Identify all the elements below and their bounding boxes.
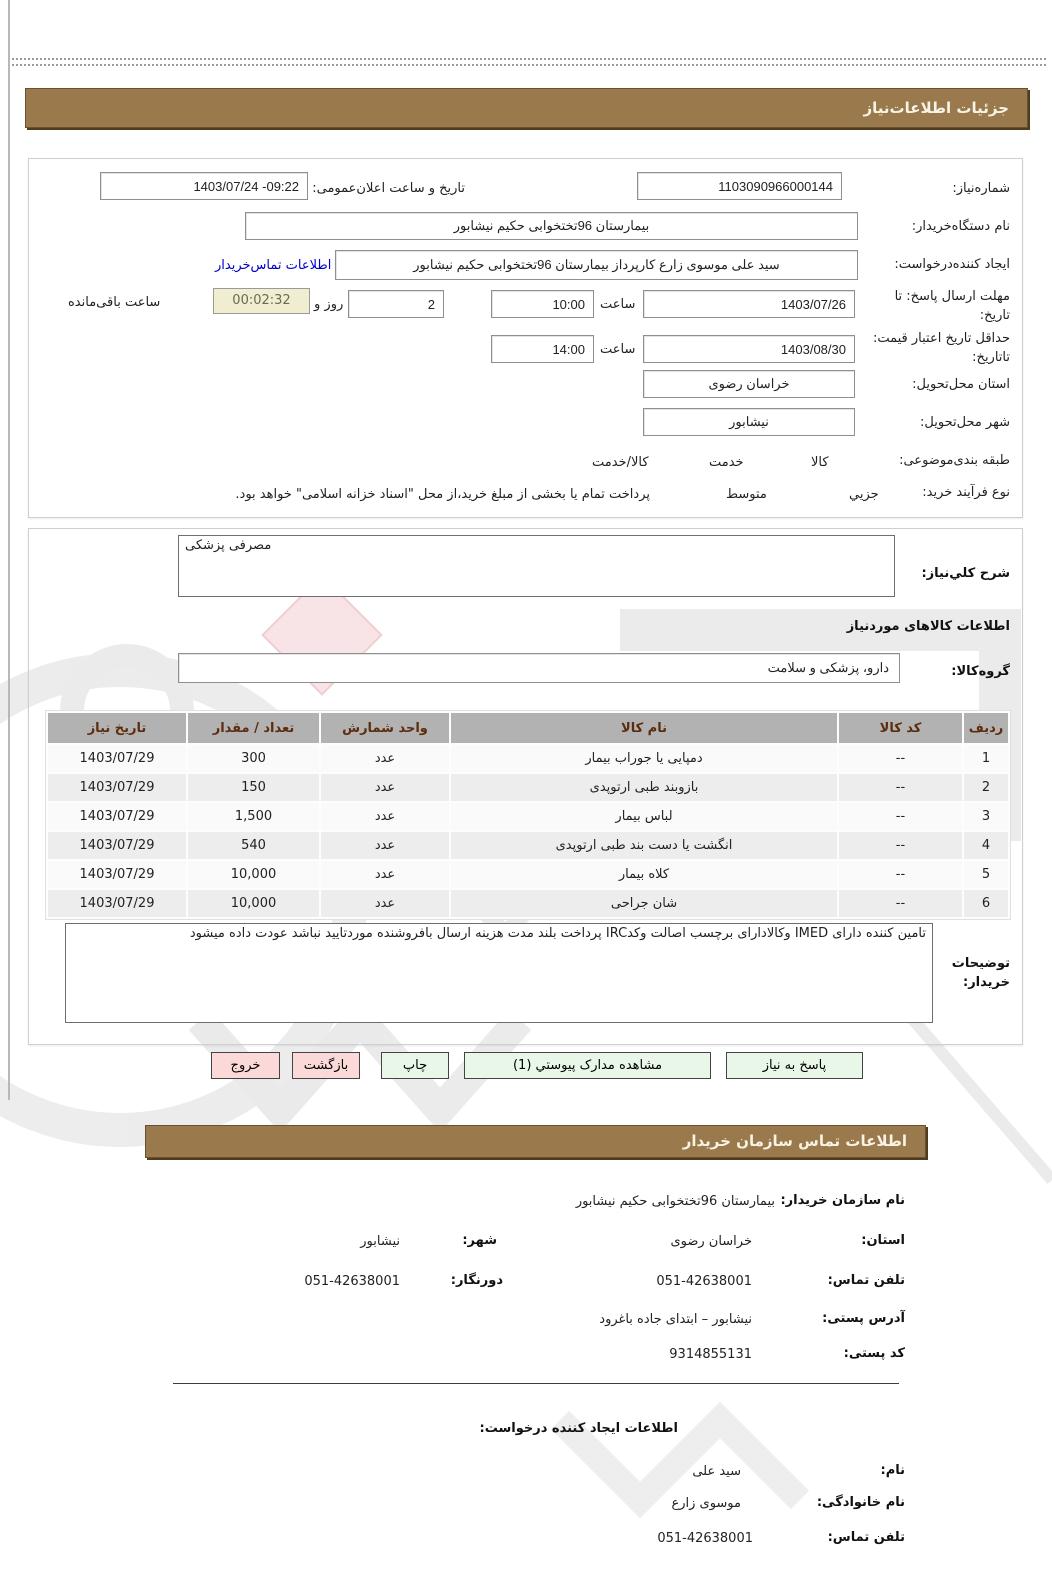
items-table-header-row xyxy=(48,713,1008,743)
cell-need-date: 1403/07/29 xyxy=(48,745,186,772)
cell-item-name: دمپایی یا جوراب بیمار xyxy=(451,745,837,772)
remaining-days-field[interactable] xyxy=(348,290,444,318)
contact-city-value: نیشابور xyxy=(360,1234,400,1249)
cell-item-code: -- xyxy=(839,832,962,859)
delivery-province-label: استان محل‌تحویل: xyxy=(912,377,1010,392)
delivery-province-field[interactable] xyxy=(643,370,855,398)
org-name-label: نام سازمان خریدار: xyxy=(780,1193,905,1208)
cell-need-date: 1403/07/29 xyxy=(48,890,186,917)
cell-item-code: -- xyxy=(839,890,962,917)
announce-datetime-field[interactable] xyxy=(100,172,308,200)
table-row xyxy=(48,803,1008,830)
hours-remaining-label: ساعت باقی‌مانده xyxy=(68,295,161,310)
contact-fax-value: 051-42638001 xyxy=(304,1274,400,1289)
section-header-buyer-contact xyxy=(145,1125,926,1158)
reply-to-need-button[interactable]: پاسخ به نیاز xyxy=(726,1052,863,1079)
contact-province-value: خراسان رضوی xyxy=(670,1234,752,1249)
contact-divider-line xyxy=(173,1383,899,1384)
contact-city-label: شهر: xyxy=(462,1233,497,1248)
deadline-hour-label: ساعت xyxy=(600,297,636,312)
cell-need-date: 1403/07/29 xyxy=(48,774,186,801)
requester-first-name-label: نام: xyxy=(880,1463,905,1478)
cell-need-date: 1403/07/29 xyxy=(48,832,186,859)
requester-heading: اطلاعات ایجاد کننده درخواست: xyxy=(479,1421,678,1436)
need-description-textarea[interactable] xyxy=(178,535,895,597)
cell-row-no: 6 xyxy=(964,890,1008,917)
col-header-quantity: تعداد / مقدار xyxy=(188,713,319,743)
process-minor-label: جزیي xyxy=(849,487,879,502)
buyer-org-label: نام دستگاه‌خریدار: xyxy=(911,219,1010,234)
cell-row-no: 3 xyxy=(964,803,1008,830)
goods-group-field[interactable] xyxy=(178,653,900,683)
subject-category-label: طبقه بندی‌موضوعی: xyxy=(899,453,1010,468)
category-goods-label: کالا xyxy=(811,455,829,470)
table-row xyxy=(48,832,1008,859)
category-goods-service-label: کالا/خدمت xyxy=(592,455,649,470)
cell-quantity: 540 xyxy=(188,832,319,859)
countdown-timer: 00:02:32 xyxy=(213,288,310,314)
reply-deadline-time-field[interactable] xyxy=(491,290,594,318)
cell-item-code: -- xyxy=(839,861,962,888)
buyer-org-field[interactable] xyxy=(245,212,858,240)
cell-row-no: 2 xyxy=(964,774,1008,801)
request-creator-field[interactable] xyxy=(335,250,858,280)
table-row xyxy=(48,890,1008,917)
top-dashed-line-1 xyxy=(12,58,1048,60)
view-attachments-button[interactable]: مشاهده مدارک پیوستي (1) xyxy=(464,1052,711,1079)
cell-item-name: شان جراحی xyxy=(451,890,837,917)
items-heading: اطلاعات کالاهای موردنیاز xyxy=(846,619,1010,634)
section-header-need-details xyxy=(25,88,1028,128)
requester-phone-label: تلفن تماس: xyxy=(827,1530,905,1545)
cell-unit: عدد xyxy=(321,774,449,801)
contact-address-value: نیشابور – ابتدای جاده باغرود xyxy=(599,1312,752,1327)
table-row xyxy=(48,774,1008,801)
cell-need-date: 1403/07/29 xyxy=(48,803,186,830)
purchase-process-label: نوع فرآیند خرید: xyxy=(922,485,1010,500)
need-number-field[interactable] xyxy=(637,172,842,200)
cell-item-name: کلاه بیمار xyxy=(451,861,837,888)
top-dashed-line-2 xyxy=(12,64,1048,66)
validity-hour-label: ساعت xyxy=(600,342,636,357)
col-header-need-date: تاریخ نیاز xyxy=(48,713,186,743)
table-row xyxy=(48,861,1008,888)
section-header-need-details-label: جزئیات اطلاعات‌نیاز xyxy=(863,99,1009,117)
cell-quantity: 10,000 xyxy=(188,861,319,888)
contact-address-label: آدرس پستی: xyxy=(822,1311,905,1326)
category-service-label: خدمت xyxy=(709,455,744,470)
buyer-notes-textarea[interactable] xyxy=(65,923,933,1023)
requester-phone-value: 051-42638001 xyxy=(657,1531,753,1546)
contact-province-label: استان: xyxy=(861,1233,905,1248)
days-label: روز و xyxy=(314,297,344,312)
cell-item-code: -- xyxy=(839,774,962,801)
cell-unit: عدد xyxy=(321,745,449,772)
contact-fax-label: دورنگار: xyxy=(450,1273,503,1288)
cell-quantity: 10,000 xyxy=(188,890,319,917)
buyer-notes-label: توضیحات خریدار: xyxy=(951,956,1010,990)
table-row xyxy=(48,745,1008,772)
cell-unit: عدد xyxy=(321,861,449,888)
page-edge-line xyxy=(8,0,10,1100)
cell-row-no: 4 xyxy=(964,832,1008,859)
col-header-item-code: کد کالا xyxy=(839,713,962,743)
cell-need-date: 1403/07/29 xyxy=(48,861,186,888)
delivery-city-field[interactable] xyxy=(643,408,855,436)
process-medium-label: متوسط xyxy=(726,487,767,502)
cell-item-name: لباس بیمار xyxy=(451,803,837,830)
contact-postal-value: 9314855131 xyxy=(669,1347,752,1362)
treasury-payment-note: پرداخت تمام یا بخشی از مبلغ خرید،از محل "اسناد خزانه اسلامی" خواهد بود. xyxy=(235,487,650,502)
cell-unit: عدد xyxy=(321,832,449,859)
col-header-unit: واحد شمارش xyxy=(321,713,449,743)
cell-quantity: 150 xyxy=(188,774,319,801)
print-button[interactable]: چاپ xyxy=(381,1052,449,1079)
cell-item-name: انگشت یا دست بند طبی ارتوپدی xyxy=(451,832,837,859)
price-validity-label: حداقل تاریخ اعتبار قیمت: تاتاریخ: xyxy=(872,331,1010,365)
need-description-label: شرح کلي‌نیاز: xyxy=(921,566,1010,581)
cell-row-no: 1 xyxy=(964,745,1008,772)
contact-phone-label: تلفن تماس: xyxy=(827,1273,905,1288)
cell-quantity: 300 xyxy=(188,745,319,772)
items-table-container xyxy=(45,710,1011,920)
cell-item-code: -- xyxy=(839,803,962,830)
requester-first-name-value: سید علی xyxy=(692,1464,741,1479)
col-header-item-name: نام کالا xyxy=(451,713,837,743)
contact-postal-label: کد پستی: xyxy=(843,1346,905,1361)
reply-deadline-date-field[interactable] xyxy=(643,290,855,318)
delivery-city-label: شهر محل‌تحویل: xyxy=(920,415,1010,430)
col-header-row-no: ردیف xyxy=(964,713,1008,743)
cell-unit: عدد xyxy=(321,803,449,830)
need-number-label: شماره‌نیاز: xyxy=(952,181,1010,196)
section-header-buyer-contact-label: اطلاعات تماس سازمان خریدار xyxy=(682,1132,907,1150)
cell-item-name: بازوبند طبی ارتوپدی xyxy=(451,774,837,801)
contact-phone-value: 051-42638001 xyxy=(656,1274,752,1289)
back-button[interactable]: بازگشت xyxy=(292,1052,360,1079)
price-validity-time-field[interactable] xyxy=(491,335,594,363)
items-table xyxy=(45,710,1011,920)
request-creator-label: ایجاد کننده‌درخواست: xyxy=(894,257,1010,272)
reply-deadline-label: مهلت ارسال پاسخ: تا تاریخ: xyxy=(894,289,1010,323)
cell-row-no: 5 xyxy=(964,861,1008,888)
cell-unit: عدد xyxy=(321,890,449,917)
requester-last-name-label: نام خانوادگی: xyxy=(816,1495,905,1510)
cell-item-code: -- xyxy=(839,745,962,772)
exit-button[interactable]: خروج xyxy=(211,1052,280,1079)
announce-datetime-label: تاریخ و ساعت اعلان‌عمومی: xyxy=(312,181,465,196)
buyer-contact-link[interactable]: اطلاعات تماس‌خریدار xyxy=(215,258,332,273)
cell-quantity: 1,500 xyxy=(188,803,319,830)
goods-group-label: گروه‌کالا: xyxy=(951,664,1010,679)
org-name-value: بیمارستان 96تختخوابی حکیم نیشابور xyxy=(575,1194,775,1209)
requester-last-name-value: موسوی زارع xyxy=(671,1496,741,1511)
price-validity-date-field[interactable] xyxy=(643,335,855,363)
